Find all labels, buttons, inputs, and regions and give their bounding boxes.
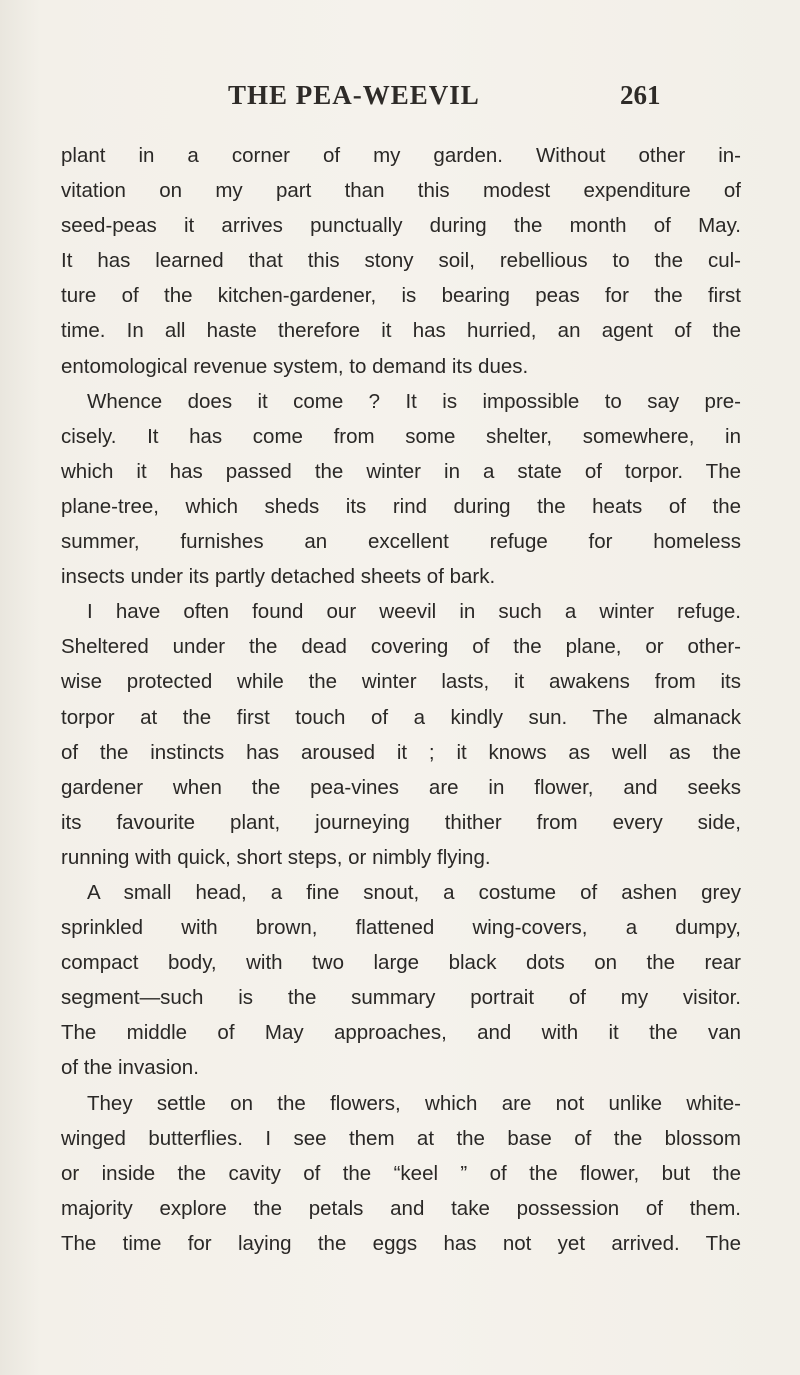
text-line: or inside the cavity of the “keel ” of the flower, but the (61, 1161, 741, 1185)
text-line: sprinkled with brown, flattened wing-covers, a dumpy, (61, 916, 741, 940)
page-header (0, 80, 800, 120)
text-line: vitation on my part than this modest expenditure of (61, 179, 741, 203)
text-line: compact body, with two large black dots on the rear (61, 951, 741, 975)
text-line: torpor at the first touch of a kindly sun. The almanack (61, 705, 741, 729)
text-line: It has learned that this stony soil, rebellious to the cul- (61, 249, 741, 273)
text-line: majority explore the petals and take possession of them. (61, 1196, 741, 1220)
text-line: ture of the kitchen-gardener, is bearing peas for the first (61, 284, 741, 308)
text-line: of the instincts has aroused it ; it knows as well as the (61, 740, 741, 764)
text-line: The time for laying the eggs has not yet arrived. The (61, 1231, 741, 1255)
text-line: plane-tree, which sheds its rind during the heats of the (61, 494, 741, 518)
text-line: entomological revenue system, to demand its dues. (61, 354, 529, 378)
paragraph-start-line: They settle on the flowers, which are not unlike white- (87, 1091, 741, 1115)
text-line: The middle of May approaches, and with it the van (61, 1021, 741, 1045)
text-line: cisely. It has come from some shelter, somewhere, in (61, 424, 741, 448)
text-line: summer, furnishes an excellent refuge for homeless (61, 530, 741, 554)
text-line: gardener when the pea-vines are in flower, and seeks (61, 775, 741, 799)
text-line: its favourite plant, journeying thither from every side, (61, 810, 741, 834)
text-line: seed-peas it arrives punctually during the month of May. (61, 214, 741, 238)
text-line: winged butterflies. I see them at the base of the blossom (61, 1126, 741, 1150)
text-line: insects under its partly detached sheets of bark. (61, 565, 496, 589)
paragraph-start-line: Whence does it come ? It is impossible to say pre- (87, 389, 741, 413)
text-line: time. In all haste therefore it has hurried, an agent of the (61, 319, 741, 343)
text-line: running with quick, short steps, or nimbly flying. (61, 845, 491, 869)
running-title: THE PEA-WEEVIL (228, 80, 480, 110)
text-line: segment—such is the summary portrait of my visitor. (61, 986, 741, 1010)
body-text (61, 138, 741, 1261)
text-line: of the invasion. (61, 1056, 199, 1080)
paragraph-start-line: I have often found our weevil in such a winter refuge. (87, 600, 741, 624)
paragraph-start-line: A small head, a fine snout, a costume of ashen grey (87, 880, 741, 904)
text-line: wise protected while the winter lasts, it awakens from its (61, 670, 741, 694)
page-number: 261 (620, 80, 661, 110)
text-line: Sheltered under the dead covering of the plane, or other- (61, 635, 741, 659)
text-line: plant in a corner of my garden. Without other in- (61, 144, 741, 167)
text-line: which it has passed the winter in a state of torpor. The (61, 459, 741, 483)
